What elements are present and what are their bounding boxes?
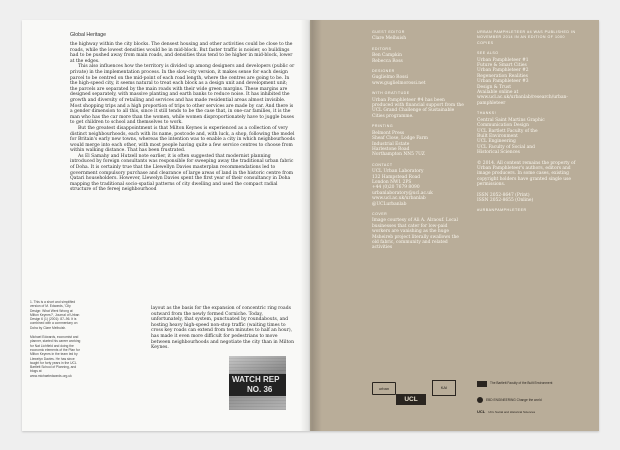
colophon-label: COVER: [372, 211, 388, 216]
colophon-line: Ben Campkin: [372, 53, 402, 59]
colophon-line: London NW1 2PS: [372, 179, 412, 185]
colophon-line: Urban Pamphleteer #3: [477, 79, 529, 85]
article-paragraph-continued: layout as the basis for the expansion of concentric ring roads outward from the newly formed Corniche. Today, unfortunately, that system, punctuated by roundabouts, and hosting heavy high-speed non-stop traffic (waiting times to cross key roads can extend from ten minutes to half an hour), has made it even more difficult for pedestrians to move between neighbourhoods and negotiate the city than in Milton Keynes.: [151, 306, 295, 351]
colophon-block: [372, 124, 464, 157]
colophon-line: Design & Trust: [477, 84, 511, 90]
colophon-line: Belmont Press: [372, 130, 405, 136]
colophon-line: Harlestone Road: [372, 146, 410, 152]
ucl-logo: UCL: [396, 394, 426, 405]
sign-text-line: WATCH REP: [232, 375, 280, 384]
colophon-line: UCL Bartlett Faculty of the: [477, 128, 538, 134]
colophon-line: Built Environment: [477, 133, 518, 139]
colophon-line: Northampton NN5 7UZ: [372, 152, 425, 158]
colophon-block: [372, 30, 464, 42]
colophon-line: Historical Sciences: [477, 150, 520, 156]
colophon-line: Rebecca Ross: [372, 58, 403, 64]
ucl-small-mark-icon: UCL: [477, 409, 486, 414]
colophon-line: UCL Urban Laboratory: [372, 169, 424, 175]
colophon-line: Urban Pamphleteer #1: [477, 57, 529, 63]
footnote: 1. This is a short and simplified version of M. Edwards, 'City Design: What Went Wrong at Milton Keynes?', Journal of Urban Design 6 (1) (2001): 87–96. It is combined with a commentary on Doha by Clare Melhuish.: [30, 300, 80, 330]
colophon-line: Central Saint Martins Graphic: [477, 117, 545, 123]
kai-logo: KAI: [432, 380, 456, 396]
colophon-block: [477, 30, 577, 46]
colophon-line: www.ucl.ac.uk/urbanlab: [372, 196, 426, 202]
colophon-block: [477, 51, 577, 106]
bartlett-mark-icon: [477, 381, 487, 387]
colophon-line: Clare Melhuish: [372, 36, 407, 42]
colophon-text: Available online at www.ucl.ac.uk/urbanlab/research/urban-pamphleteer: [477, 90, 568, 106]
colophon-block: [477, 111, 577, 155]
colophon-line: UCL Engineering: [477, 139, 516, 145]
colophon-label: THANKS!: [477, 111, 497, 116]
colophon-block: [372, 47, 464, 64]
colophon-label: #URBANPAMPHLETEER: [477, 208, 527, 213]
colophon-block: [372, 163, 464, 207]
running-head: Global Heritage: [70, 32, 107, 38]
sign-photo: [229, 356, 286, 410]
colophon-text: Image courtesy of Ali A. Alraouf. Local businesses that cater for low-paid workers are vanishing as the huge Msheireb project literally swallows the old fabric, community and related activities: [372, 218, 459, 251]
colophon-line: Sheaf Close, Lodge Farm: [372, 136, 428, 142]
engineering-mark-icon: [477, 397, 483, 403]
colophon-line: Industrial Estate: [372, 141, 410, 147]
colophon-label: DESIGNER: [372, 69, 395, 74]
urban-lab-logo: urban: [372, 382, 396, 395]
bartlett-logo: The Bartlett Faculty of the Built Environment: [477, 381, 557, 387]
colophon-text: © 2014. All content remains the property of Urban Pamphleteer's authors, editors and image producers. In some cases, existing copyright holders have granted single use permissions.: [477, 160, 576, 188]
article-paragraph: But the greatest disappointment is that Milton Keynes is experienced as a collection of very distinct neighbourhoods, each with its name, postcode and, with luck, a shop, following the model for Britain's early new towns, whereas the intention was to enable a city in which neighbourhoods would merge into each other, with most people having quite a few service centres to choose from within walking distance. That has been frustrated.: [70, 125, 295, 154]
ucl-shs-logo: UCL UCL Social and Historical Sciences: [477, 409, 536, 414]
colophon-line: Future & Smart Cities: [477, 63, 527, 69]
colophon-block: [372, 91, 464, 119]
colophon-column-right: [477, 30, 577, 219]
colophon-label: URBAN PAMPHLETEER #4 WAS PUBLISHED IN NOVEMBER 2014 IN AN EDITION OF 1000 COPIES: [477, 30, 576, 45]
sign-text-line: NO. 36: [247, 385, 273, 394]
colophon-line: Guglielmo Rossi: [372, 75, 409, 81]
footnotes: [30, 300, 82, 383]
author-bio: Michael Edwards, economist and planner, started his career working for Nat Lichfield and doing the economic elements of the Plan for Milton Keynes in the team led by Llewelyn Davies. He has since taught for forty years in the UCL Bartlett School of Planning, and blogs at www.michaeledwards.org.uk: [30, 335, 81, 378]
colophon-line: +44 (0)20 7679 8090: [372, 185, 420, 191]
colophon-line: UCL Faculty of Social and: [477, 144, 535, 150]
article-paragraph: As El Samahy and Hutzell note earlier, it is often suggested that modernist planning introduced by foreign consultants was responsible for sweeping away the traditional urban fabric of Doha. It is certainly true that the Llewellyn Davies masterplan recommendations led to government compulsory purchase and clearance of large areas of land in the historic centre from Qatari householders. However, Llewelyn Davies spent the first year of their consultancy in Doha mapping the traditional socio-spatial patterns of city dwelling and used the compact radial structure of the fereej neighbourhood: [70, 153, 294, 193]
article-body: [70, 42, 296, 193]
article-paragraph: the highway within the city blocks. The densest housing and other activities could be close to the roads, while the lowest densities would be in mid-block. But faster traffic is noisier, so buildings had to be pushed away from main roads, and densities thus tend to be higher in mid-block, lower at the edges.: [70, 42, 293, 64]
colophon-line: ISSN 2052-8647 (Print): [477, 192, 530, 198]
colophon-line: urbanlaboratory@ucl.ac.uk: [372, 190, 433, 196]
colophon-label: CONTACT: [372, 162, 393, 167]
colophon-text: Urban Pamphleteer #4 has been produced with financial support from the UCL Grand Challenge of Sustainable Cities programme.: [372, 97, 464, 119]
colophon-block: [372, 212, 464, 251]
engineering-logo: EBD ENGINEERING Change the world: [477, 397, 567, 403]
colophon-line: ISSN 2052-8655 (Online): [477, 197, 534, 203]
colophon-label: EDITORS: [372, 46, 392, 51]
colophon-label: WITH GRATITUDE: [372, 91, 410, 96]
colophon-label: PRINTING: [372, 124, 394, 129]
colophon-line: 132 Hampstead Road: [372, 174, 421, 180]
colophon-block: [477, 208, 577, 213]
colophon-line: @UCLurbanlab: [372, 201, 407, 207]
colophon-label: GUEST EDITOR: [372, 30, 405, 34]
colophon-block: [477, 193, 577, 204]
colophon-label: SEE ALSO: [477, 51, 499, 56]
colophon-block: [477, 161, 577, 188]
colophon-column-left: [372, 30, 464, 256]
colophon-line: Communication Design: [477, 123, 529, 129]
colophon-line: www.guglielmorossi.net: [372, 80, 426, 86]
colophon-block: [372, 69, 464, 86]
colophon-line: Urban Pamphleteer #2: [477, 68, 529, 74]
colophon-line: Regeneration Realities: [477, 73, 528, 79]
article-paragraph: This also influences how the territory is divided up among designers and developers (public or private) in the implementation process. In the slow-city version, it makes sense for each design parcel to be centred on the mid-point of each road length, where the centres are going to be. In the high-speed city, it seems natural to treat each block as a design unit and development unit; the parcels are separated by the main roads with their wide green margins. These margins are designed separately, with massive planting and earth banks to reduce noise. It has inhibited the growth and diversity of retailing and services and has made residential areas almost invisible. Most shopping trips and a high proportion of trips to other services are made by car. And there is a gender dimension to all this, since it still tends to be the case that, in one-car families, it is the man who has the car more than the women, while women disproportionately have to juggle buses to get children to school and themselves to work.: [70, 64, 295, 126]
